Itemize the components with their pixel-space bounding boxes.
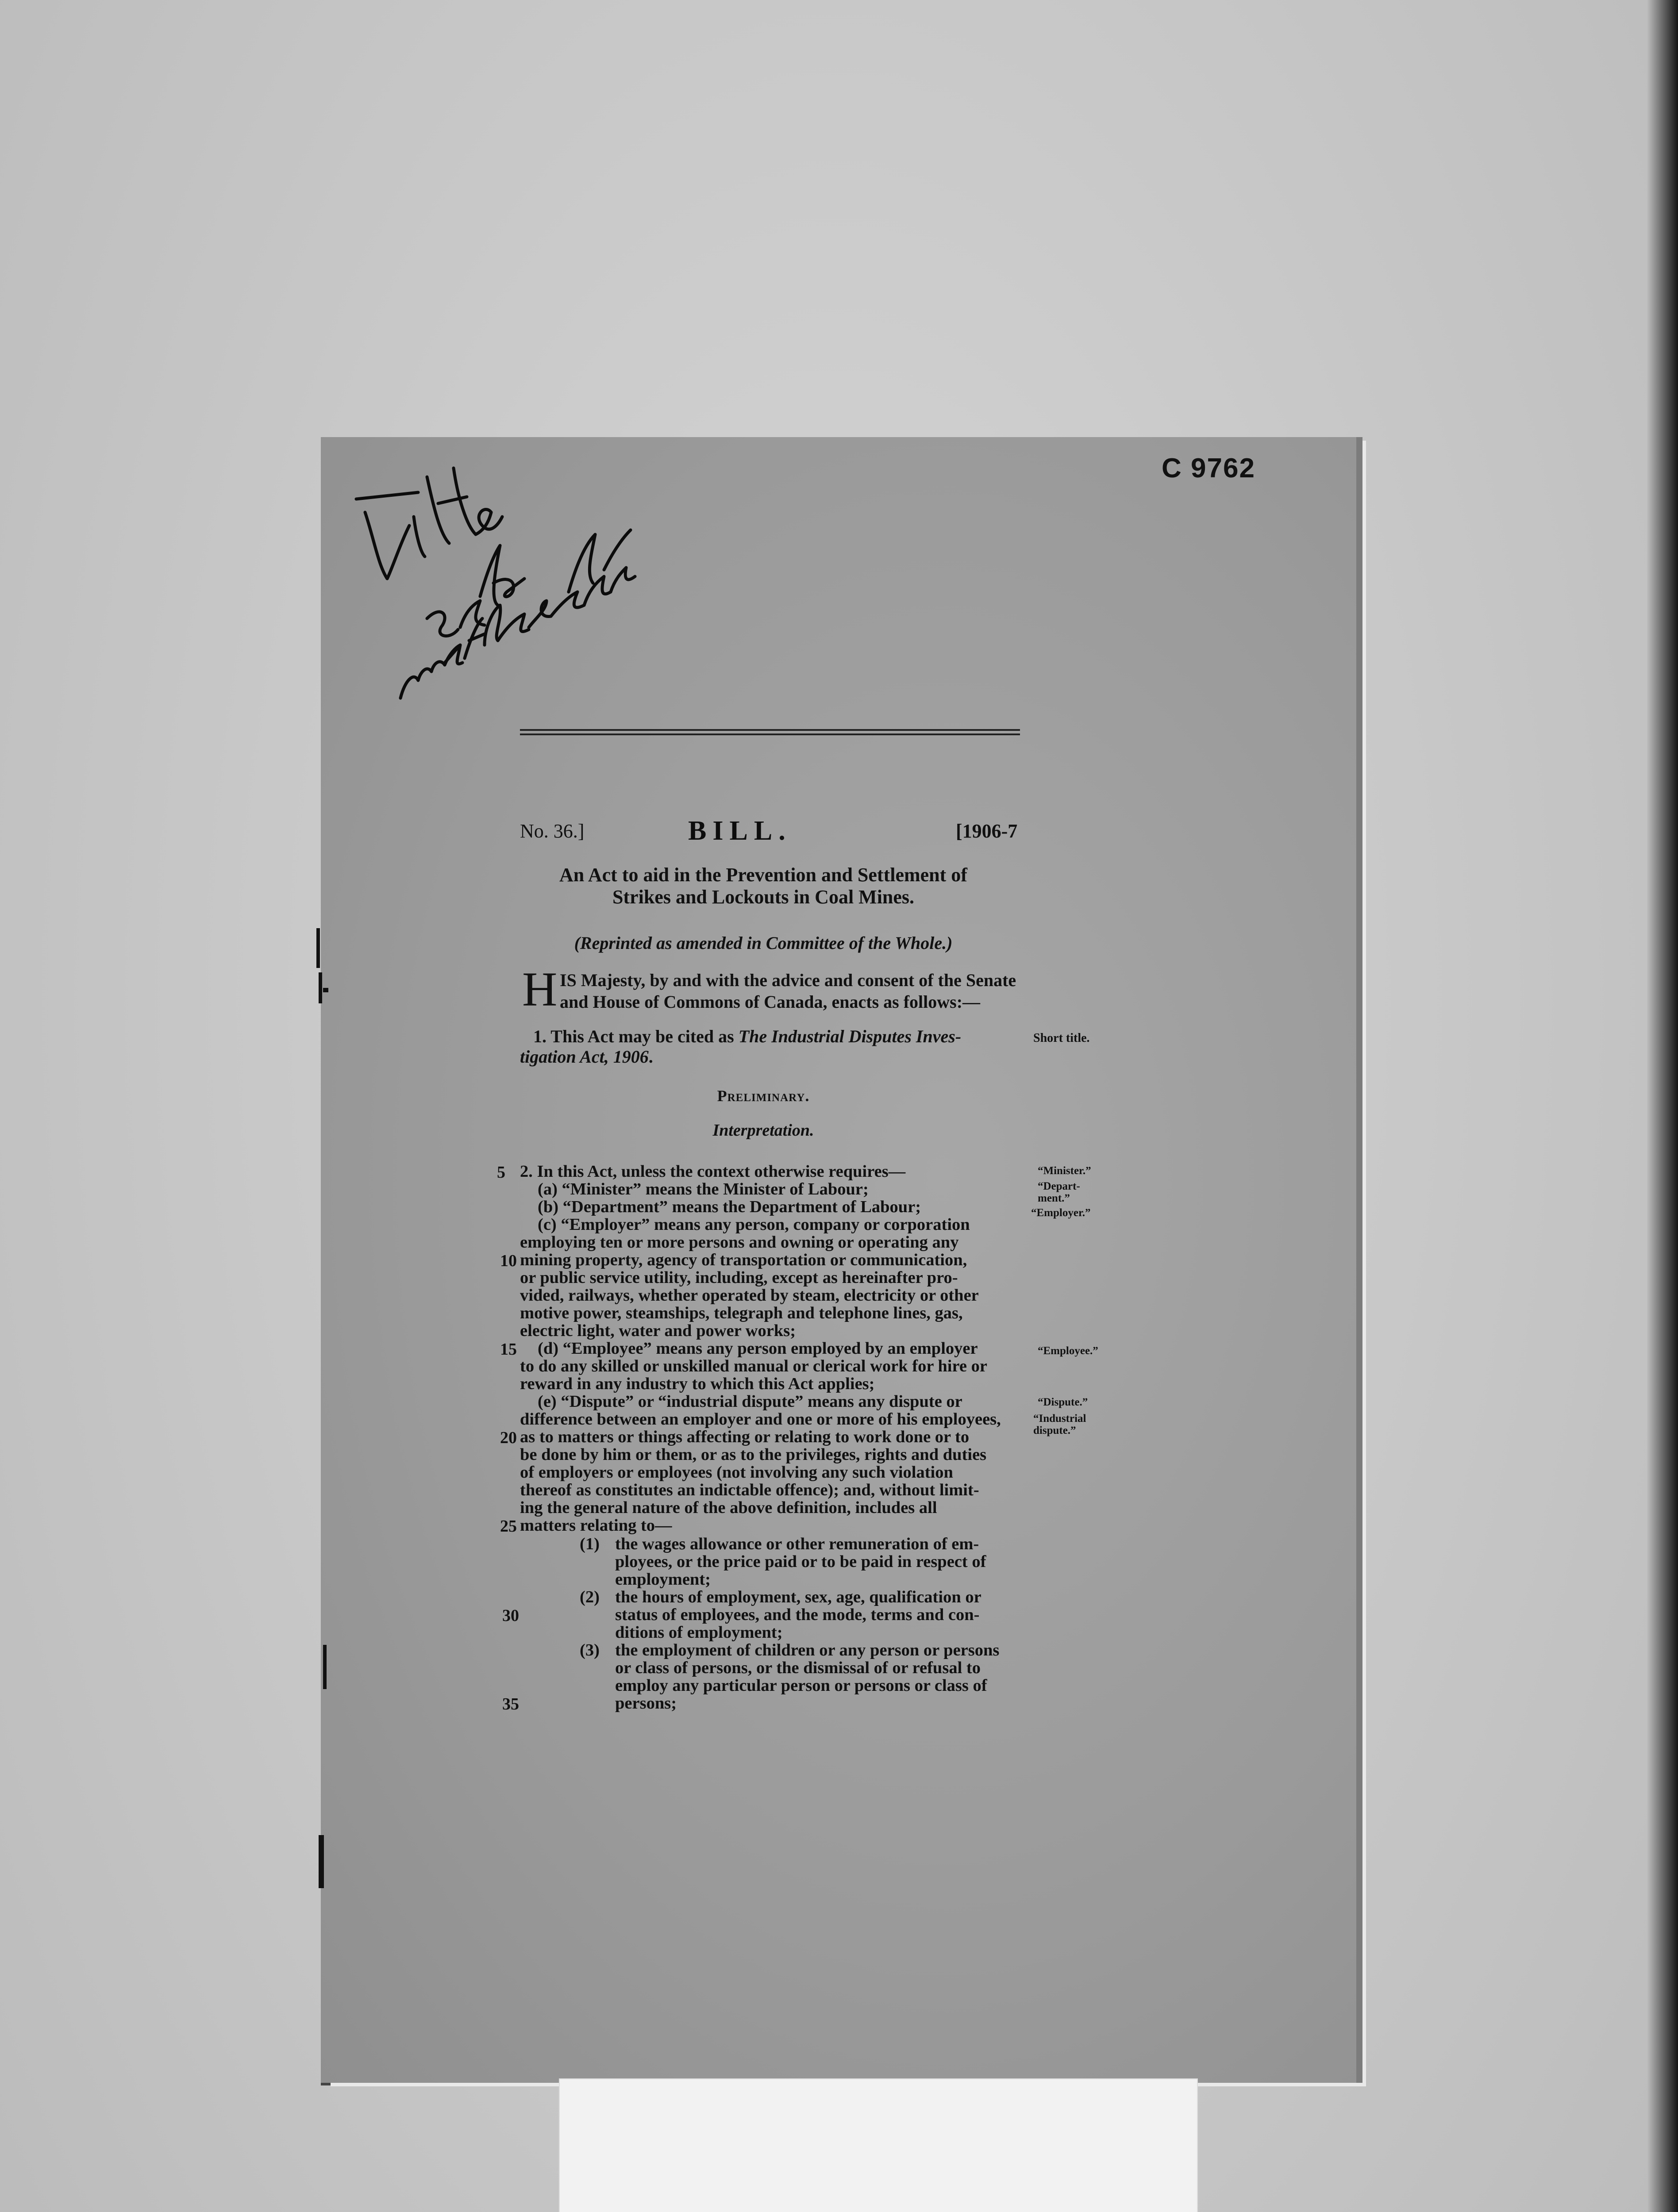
line-number: 10	[500, 1252, 517, 1270]
act-title-line-2: Strikes and Lockouts in Coal Mines.	[612, 886, 915, 908]
binder-mark	[316, 928, 320, 968]
text-line: motive power, steamships, telegraph and telephone lines, gas,	[520, 1304, 963, 1322]
marginal-short-title: Short title.	[1033, 1031, 1090, 1045]
heading-interpretation: Interpretation.	[712, 1121, 814, 1140]
section-1-act-name: The Industrial Disputes Inves-	[738, 1026, 962, 1046]
section-1-act-name-cont: tigation Act, 1906	[520, 1047, 649, 1067]
binder-mark	[319, 972, 322, 1003]
text-line: difference between an employer and one or more of his employees,	[520, 1410, 1001, 1429]
binder-mark	[323, 1645, 327, 1689]
text-line: reward in any industry to which this Act applies;	[520, 1375, 875, 1393]
bill-title: BILL.	[688, 816, 792, 846]
text-line: vided, railways, whether operated by steam, electricity or other	[520, 1286, 979, 1305]
catalog-number: C 9762	[1162, 453, 1255, 484]
marginal-minister: “Minister.”	[1038, 1165, 1091, 1177]
text-line: electric light, water and power works;	[520, 1321, 796, 1340]
text-line: be done by him or them, or as to the privileges, rights and duties	[520, 1445, 987, 1464]
sub-item-line: or class of persons, or the dismissal of or refusal to	[615, 1659, 981, 1677]
text-line: to do any skilled or unskilled manual or clerical work for hire or	[520, 1357, 987, 1375]
drop-cap: H	[522, 962, 558, 1016]
text-line: (d) “Employee” means any person employed by an employer	[538, 1339, 978, 1358]
sub-item-number: (1)	[580, 1535, 600, 1553]
act-title	[516, 864, 1011, 908]
line-number: 35	[502, 1695, 519, 1713]
bill-number: No. 36.]	[520, 820, 585, 842]
bill-year: [1906-7	[956, 820, 1018, 842]
section-1-end: .	[648, 1047, 653, 1067]
reprinted-note: (Reprinted as amended in Committee of the Whole.)	[574, 933, 953, 953]
double-rule-top	[520, 729, 1020, 731]
text-line: as to matters or things affecting or relating to work done or to	[520, 1428, 970, 1446]
heading-preliminary: Preliminary.	[717, 1087, 810, 1105]
text-line: (c) “Employer” means any person, company or corporation	[538, 1215, 970, 1234]
binder-mark	[323, 988, 328, 992]
section-1	[520, 1026, 1024, 1067]
film-edge	[1647, 0, 1678, 2212]
double-rule-bottom	[520, 733, 1020, 735]
collection-label-card	[560, 2079, 1197, 2212]
line-number: 5	[497, 1163, 505, 1182]
sub-item-line: ditions of employment;	[615, 1623, 783, 1642]
text-line: (a) “Minister” means the Minister of Labour;	[538, 1180, 869, 1198]
sub-item-line: the hours of employment, sex, age, qualification or	[615, 1588, 981, 1606]
section-1-text: This Act may be cited as	[547, 1026, 739, 1046]
text-line: ing the general nature of the above definition, includes all	[520, 1498, 937, 1517]
text-line: (b) “Department” means the Department of Labour;	[538, 1198, 921, 1216]
sub-item-line: ployees, or the price paid or to be paid in respect of	[615, 1552, 986, 1571]
sub-item-line: status of employees, and the mode, terms and con-	[615, 1605, 980, 1624]
text-line: of employers or employees (not involving any such violation	[520, 1463, 953, 1482]
line-number: 30	[502, 1606, 519, 1625]
text-line: mining property, agency of transportation or communication,	[520, 1251, 967, 1269]
binder-mark	[319, 1835, 324, 1888]
sub-item-number: (3)	[580, 1641, 600, 1659]
sub-item-line: the employment of children or any person or persons	[615, 1641, 1000, 1659]
line-number: 20	[500, 1429, 517, 1447]
text-line: 2. In this Act, unless the context otherwise requires—	[520, 1162, 906, 1181]
sub-item-line: persons;	[615, 1694, 677, 1713]
text-line: (e) “Dispute” or “industrial dispute” means any dispute or	[538, 1392, 962, 1411]
text-line: employing ten or more persons and owning or operating any	[520, 1233, 959, 1252]
sub-item-line: the wages allowance or other remuneration of em-	[615, 1535, 979, 1553]
line-number: 25	[500, 1517, 517, 1536]
sub-item-line: employment;	[615, 1570, 711, 1589]
section-1-number: 1.	[533, 1026, 547, 1046]
marginal-department: “Depart- ment.”	[1038, 1180, 1080, 1204]
text-line: matters relating to—	[520, 1516, 672, 1535]
enacting-clause-line-2: and House of Commons of Canada, enacts as follows:—	[560, 992, 981, 1012]
enacting-clause-line-1: IS Majesty, by and with the advice and consent of the Senate	[560, 970, 1016, 990]
marginal-employer: “Employer.”	[1031, 1207, 1091, 1219]
marginal-industrial-dispute: “Industrial dispute.”	[1033, 1413, 1086, 1436]
marginal-dispute: “Dispute.”	[1038, 1396, 1088, 1408]
marginal-employee: “Employee.”	[1038, 1345, 1098, 1357]
sub-item-line: employ any particular person or persons or class of	[615, 1676, 987, 1695]
sub-item-number: (2)	[580, 1588, 600, 1606]
act-title-line-1: An Act to aid in the Prevention and Settlement of	[559, 864, 967, 886]
line-number: 15	[500, 1340, 517, 1359]
handwritten-note	[339, 450, 648, 769]
text-line: thereof as constitutes an indictable offence); and, without limit-	[520, 1481, 979, 1499]
bill-sheet	[321, 437, 1356, 2083]
text-line: or public service utility, including, except as hereinafter pro-	[520, 1268, 958, 1287]
